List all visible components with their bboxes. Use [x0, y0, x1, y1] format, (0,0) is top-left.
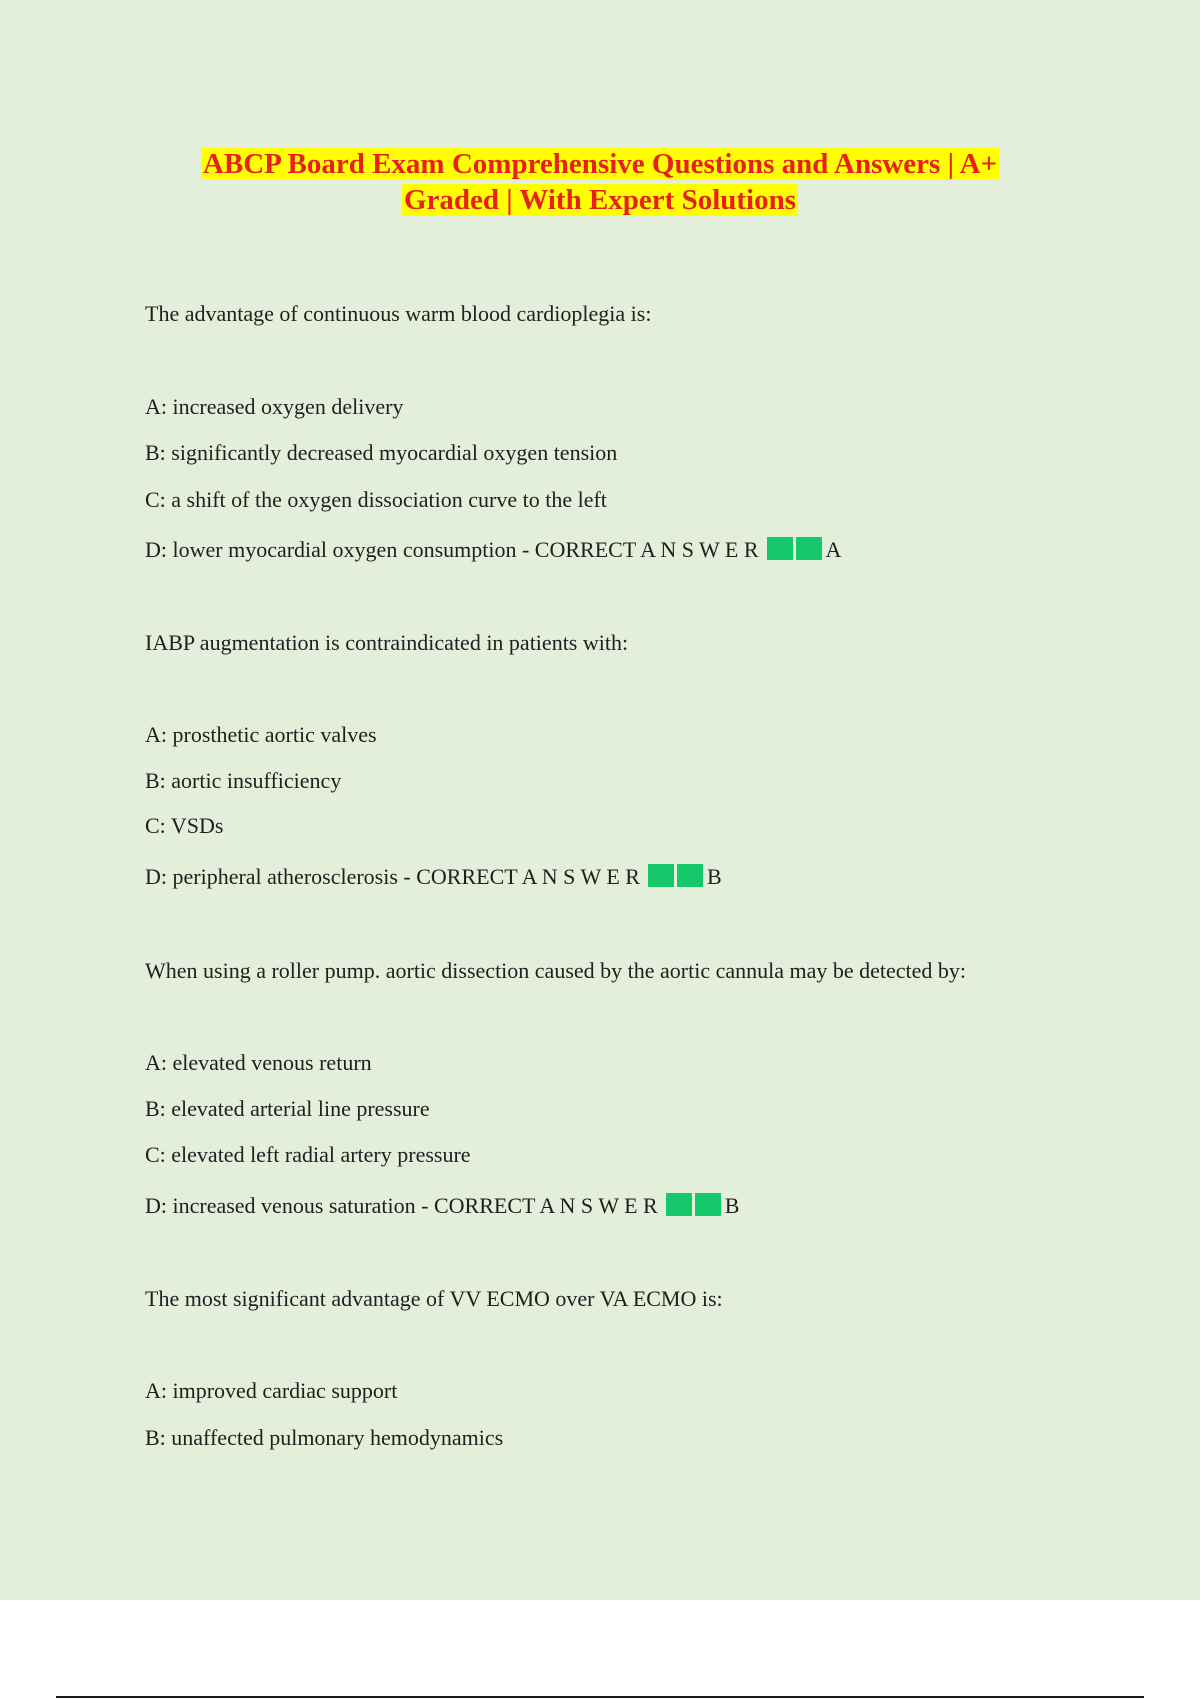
- marker-box: [677, 864, 703, 887]
- answer-option: B: elevated arterial line pressure: [145, 1096, 430, 1121]
- marker-box: [767, 537, 793, 560]
- correct-answer-letter: B: [706, 864, 722, 889]
- title-line-2: Graded | With Expert Solutions: [403, 184, 797, 216]
- correct-answer-marker: [767, 537, 822, 567]
- question-stem: IABP augmentation is contraindicated in patients with:: [145, 630, 629, 655]
- correct-answer-marker: [648, 864, 703, 894]
- answer-option: C: VSDs: [145, 813, 224, 838]
- answer-option-text: D: lower myocardial oxygen consumption - CORRECT A N S W E R: [145, 537, 759, 562]
- answer-option: C: elevated left radial artery pressure: [145, 1142, 471, 1167]
- answer-option: A: elevated venous return: [145, 1050, 372, 1075]
- answer-option-correct: [145, 1192, 739, 1223]
- footer-rule: [56, 1696, 1144, 1698]
- marker-box: [796, 537, 822, 560]
- answer-option-text: D: increased venous saturation - CORRECT A N S W E R: [145, 1193, 658, 1218]
- answer-option: B: unaffected pulmonary hemodynamics: [145, 1425, 504, 1450]
- answer-option: B: significantly decreased myocardial oxygen tension: [145, 440, 618, 465]
- answer-option: C: a shift of the oxygen dissociation curve to the left: [145, 487, 607, 512]
- correct-answer-letter: B: [724, 1193, 740, 1218]
- question-stem: The advantage of continuous warm blood cardioplegia is:: [145, 301, 652, 326]
- answer-option-correct: [145, 536, 841, 567]
- answer-option: A: increased oxygen delivery: [145, 394, 404, 419]
- question-stem: The most significant advantage of VV ECMO over VA ECMO is:: [145, 1286, 723, 1311]
- answer-option: A: improved cardiac support: [145, 1378, 398, 1403]
- answer-option-correct: [145, 863, 722, 894]
- correct-answer-marker: [666, 1193, 721, 1223]
- marker-box: [666, 1193, 692, 1216]
- document-title: [0, 146, 1200, 218]
- answer-option-text: D: peripheral atherosclerosis - CORRECT A N S W E R: [145, 864, 640, 889]
- answer-option: B: aortic insufficiency: [145, 768, 342, 793]
- question-stem: When using a roller pump. aortic dissection caused by the aortic cannula may be detected by:: [145, 958, 967, 983]
- title-line-1: ABCP Board Exam Comprehensive Questions and Answers | A+: [202, 148, 998, 180]
- answer-option: A: prosthetic aortic valves: [145, 722, 377, 747]
- marker-box: [648, 864, 674, 887]
- marker-box: [695, 1193, 721, 1216]
- correct-answer-letter: A: [825, 537, 842, 562]
